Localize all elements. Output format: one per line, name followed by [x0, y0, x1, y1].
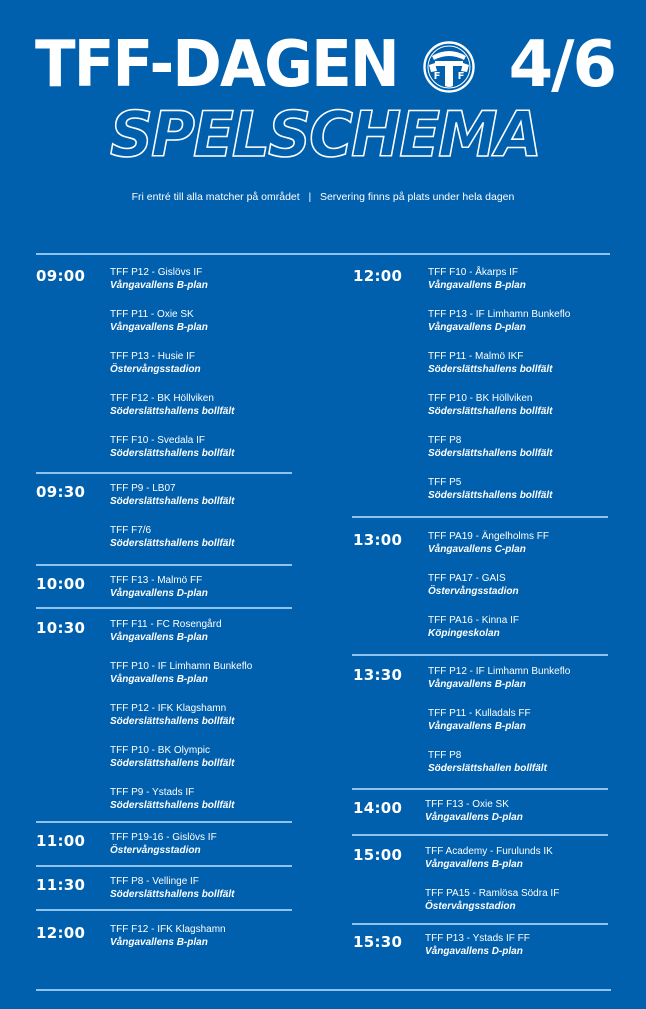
match-item	[110, 702, 310, 728]
match-venue: Vångavallens B-plan	[428, 679, 526, 690]
match-venue: Söderslättshallens bollfält	[110, 448, 235, 459]
divider-right-1330	[352, 654, 608, 656]
match-item	[428, 572, 628, 598]
match-item	[428, 476, 628, 502]
match-item	[428, 707, 628, 733]
match-venue: Östervångsstadion	[428, 586, 519, 597]
match-teams: TFF P13 - IF Limhamn Bunkeflo	[428, 309, 571, 320]
match-item	[428, 392, 628, 418]
time-slot: 10:00	[36, 575, 86, 593]
match-venue: Vångavallens B-plan	[110, 322, 208, 333]
tagline-separator: |	[308, 191, 312, 203]
match-item	[110, 574, 310, 600]
event-date: 4/6	[508, 28, 615, 102]
match-item	[425, 932, 625, 958]
match-teams: TFF P11 - Kulladals FF	[428, 708, 531, 719]
match-venue: Köpingeskolan	[428, 628, 500, 639]
header-title-row	[35, 28, 615, 102]
match-venue: Söderslättshallen bollfält	[428, 763, 547, 774]
match-item	[110, 266, 310, 292]
time-slot: 09:00	[36, 267, 86, 285]
match-teams: TFF P9 - Ystads IF	[110, 787, 195, 798]
match-teams: TFF PA17 - GAIS	[428, 573, 506, 584]
divider-left-1000	[36, 564, 292, 566]
time-slot: 11:30	[36, 876, 86, 894]
match-item	[110, 434, 310, 460]
match-venue: Söderslättshallens bollfält	[110, 716, 235, 727]
match-venue: Vångavallens D-plan	[428, 322, 526, 333]
match-item	[110, 524, 310, 550]
match-teams: TFF F12 - IFK Klagshamn	[110, 924, 226, 935]
tagline	[0, 190, 646, 204]
match-teams: TFF F10 - Svedala IF	[110, 435, 206, 446]
match-teams: TFF PA19 - Ängelholms FF	[428, 531, 549, 542]
match-teams: TFF P5	[428, 477, 462, 488]
match-item	[110, 875, 310, 901]
match-teams: TFF P10 - BK Höllviken	[428, 393, 533, 404]
match-teams: TFF P10 - BK Olympic	[110, 745, 211, 756]
match-item	[428, 530, 628, 556]
match-item	[110, 618, 310, 644]
match-teams: TFF P8 - Vellinge IF	[110, 876, 199, 887]
match-venue: Söderslättshallens bollfält	[428, 448, 553, 459]
crest-letter-f-left: F	[433, 71, 441, 82]
match-teams: TFF F12 - BK Höllviken	[110, 393, 214, 404]
match-item	[110, 744, 310, 770]
divider-bottom	[36, 989, 611, 991]
match-venue: Vångavallens C-plan	[428, 544, 526, 555]
match-teams: TFF P12 - IFK Klagshamn	[110, 703, 227, 714]
match-venue: Vångavallens B-plan	[428, 280, 526, 291]
match-teams: TFF Academy - Furulunds IK	[425, 846, 553, 857]
match-teams: TFF P19-16 - Gislövs IF	[110, 832, 217, 843]
divider-top	[36, 253, 610, 255]
match-item	[428, 749, 628, 775]
divider-left-1100	[36, 821, 292, 823]
match-venue: Östervångsstadion	[425, 901, 516, 912]
time-slot: 15:00	[353, 846, 403, 864]
match-item	[428, 350, 628, 376]
schedule-heading	[105, 100, 545, 164]
match-venue: Vångavallens D-plan	[110, 588, 208, 599]
match-venue: Vångavallens B-plan	[110, 280, 208, 291]
match-teams: TFF P12 - Gislövs IF	[110, 267, 203, 278]
match-venue: Vångavallens D-plan	[425, 946, 523, 957]
match-venue: Söderslättshallens bollfält	[110, 496, 235, 507]
match-venue: Vångavallens D-plan	[425, 812, 523, 823]
tff-club-crest-icon	[423, 41, 475, 93]
match-venue: Söderslättshallens bollfält	[110, 758, 235, 769]
match-venue: Söderslättshallens bollfält	[110, 889, 235, 900]
time-slot: 13:00	[353, 531, 403, 549]
match-venue: Östervångsstadion	[110, 364, 201, 375]
match-venue: Söderslättshallens bollfält	[110, 406, 235, 417]
match-venue: Vångavallens B-plan	[428, 721, 526, 732]
match-venue: Vångavallens B-plan	[425, 859, 523, 870]
match-teams: TFF P13 - Husie IF	[110, 351, 196, 362]
match-item	[110, 350, 310, 376]
time-slot: 14:00	[353, 799, 403, 817]
schedule-heading-text: SPELSCHEMA	[110, 100, 540, 164]
match-teams: TFF P9 - LB07	[110, 483, 176, 494]
match-venue: Söderslättshallens bollfält	[428, 406, 553, 417]
match-item	[425, 845, 625, 871]
divider-right-1530	[352, 923, 608, 925]
time-slot: 10:30	[36, 619, 86, 637]
divider-left-1200	[36, 909, 292, 911]
time-slot: 12:00	[36, 924, 86, 942]
divider-right-1300	[352, 516, 608, 518]
match-item	[110, 308, 310, 334]
match-teams: TFF P13 - Ystads IF FF	[425, 933, 530, 944]
match-teams: TFF F13 - Malmö FF	[110, 575, 203, 586]
match-item	[425, 887, 625, 913]
match-item	[110, 786, 310, 812]
match-teams: TFF P11 - Malmö IKF	[428, 351, 524, 362]
match-venue: Söderslättshallens bollfält	[110, 538, 235, 549]
match-venue: Vångavallens B-plan	[110, 674, 208, 685]
crest-letter-f-right: F	[457, 71, 465, 82]
match-item	[110, 923, 310, 949]
match-teams: TFF P11 - Oxie SK	[110, 309, 194, 320]
time-slot: 12:00	[353, 267, 403, 285]
match-teams: TFF P10 - IF Limhamn Bunkeflo	[110, 661, 253, 672]
tagline-food-service: Servering finns på plats under hela dagen	[319, 191, 515, 203]
match-teams: TFF F11 - FC Rosengård	[110, 619, 222, 630]
match-teams: TFF F10 - Åkarps IF	[428, 267, 519, 278]
match-venue: Söderslättshallens bollfält	[428, 364, 553, 375]
match-item	[110, 482, 310, 508]
divider-left-0930	[36, 472, 292, 474]
match-teams: TFF P8	[428, 435, 462, 446]
match-item	[428, 665, 628, 691]
divider-right-1500	[352, 834, 608, 836]
match-item	[110, 831, 310, 857]
match-teams: TFF PA15 - Ramlösa Södra IF	[425, 888, 560, 899]
match-venue: Söderslättshallens bollfält	[428, 490, 553, 501]
match-venue: Östervångsstadion	[110, 845, 201, 856]
divider-left-1130	[36, 865, 292, 867]
time-slot: 13:30	[353, 666, 403, 684]
match-venue: Vångavallens B-plan	[110, 632, 208, 643]
match-item	[425, 798, 625, 824]
match-venue: Söderslättshallens bollfält	[110, 800, 235, 811]
event-title: TFF-DAGEN	[35, 28, 398, 102]
time-slot: 15:30	[353, 933, 403, 951]
divider-right-1400	[352, 788, 608, 790]
match-item	[428, 614, 628, 640]
match-item	[110, 392, 310, 418]
match-teams: TFF F13 - Oxie SK	[425, 799, 509, 810]
tagline-free-entry: Fri entré till alla matcher på området	[131, 191, 300, 203]
match-item	[428, 308, 628, 334]
match-teams: TFF F7/6	[110, 525, 152, 536]
match-teams: TFF PA16 - Kinna IF	[428, 615, 519, 626]
match-item	[428, 266, 628, 292]
time-slot: 09:30	[36, 483, 86, 501]
match-venue: Vångavallens B-plan	[110, 937, 208, 948]
match-teams: TFF P8	[428, 750, 462, 761]
match-teams: TFF P12 - IF Limhamn Bunkeflo	[428, 666, 571, 677]
divider-left-1030	[36, 607, 292, 609]
match-item	[110, 660, 310, 686]
time-slot: 11:00	[36, 832, 86, 850]
match-item	[428, 434, 628, 460]
